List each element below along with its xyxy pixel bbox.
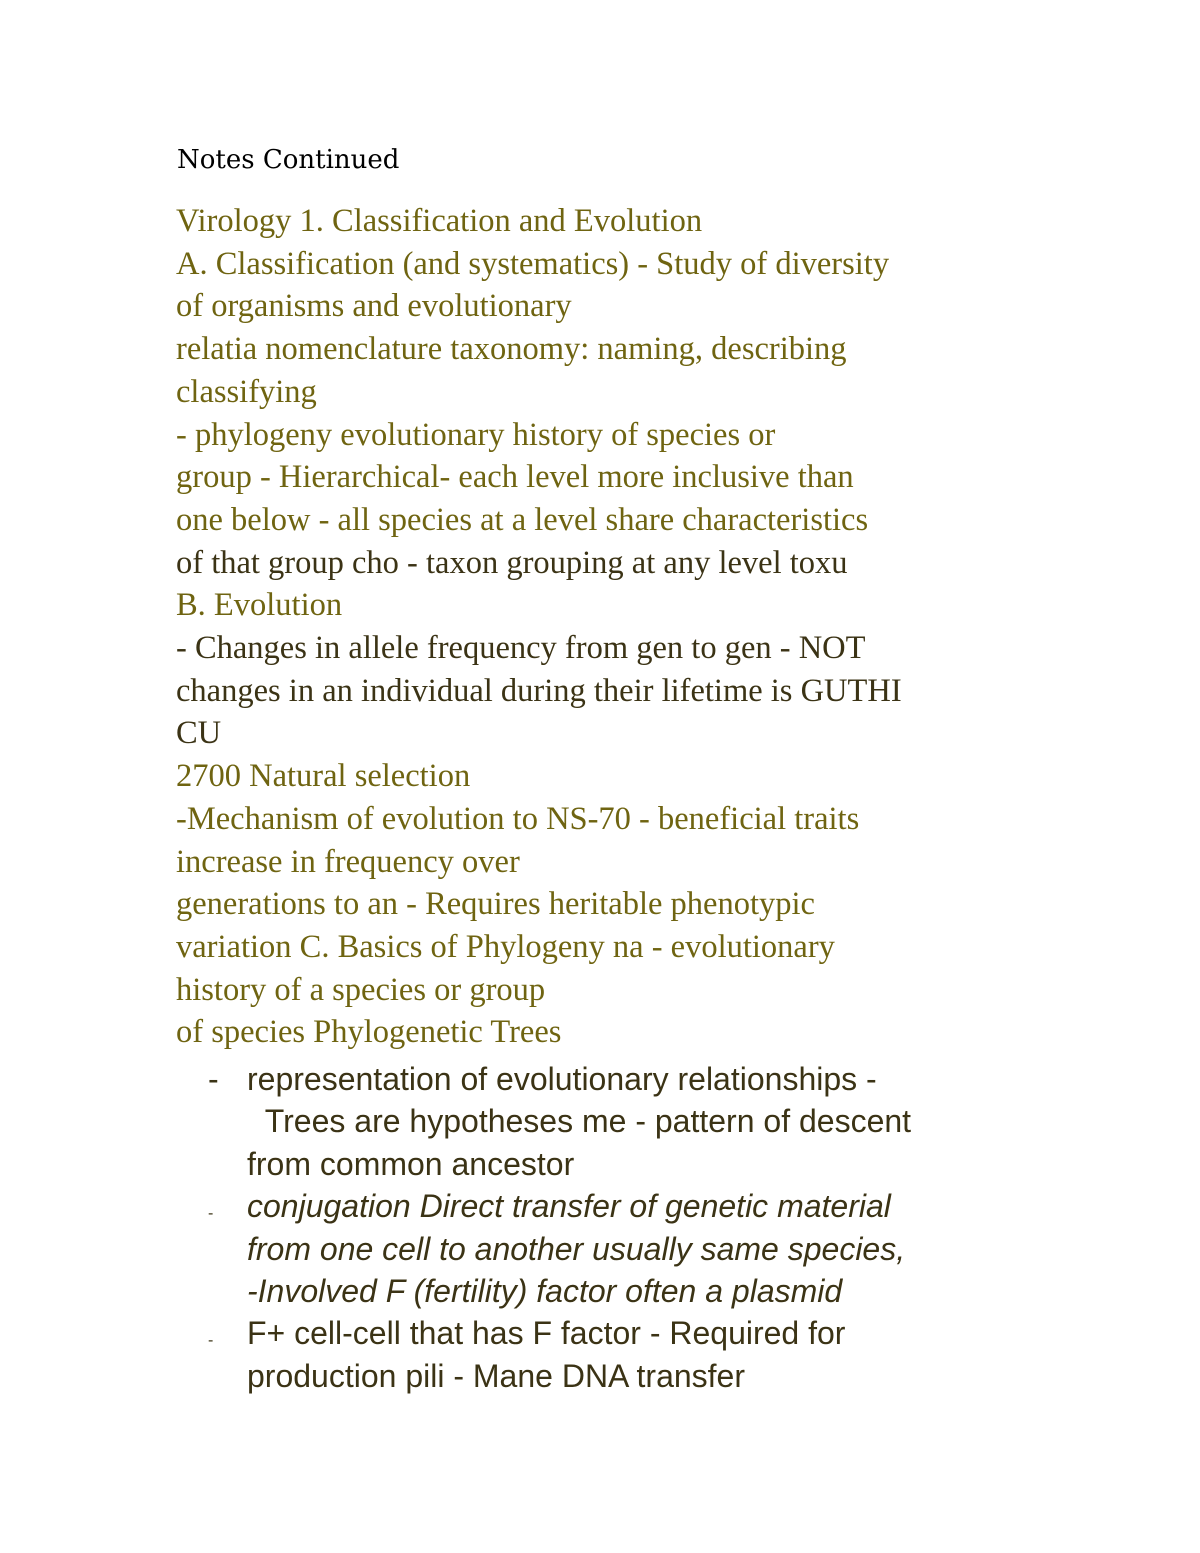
text-line: changes in an individual during their lifetime is GUTHI <box>176 672 902 709</box>
bullet-marker: - <box>208 1205 214 1223</box>
text-line: relatia nomenclature taxonomy: naming, describing <box>176 331 847 368</box>
bullet-item <box>0 1058 1200 1185</box>
text-line: generations to an - Requires heritable phenotypic <box>176 886 815 923</box>
text-line: -Mechanism of evolution to NS-70 - beneficial traits <box>176 800 860 837</box>
text-line: - Changes in allele frequency from gen to gen - NOT <box>176 630 866 667</box>
text-line: one below - all species at a level share characteristics <box>176 501 869 538</box>
text-line: 2700 Natural selection <box>176 758 471 795</box>
bullet-line: -Involved F (fertility) factor often a plasmid <box>247 1273 843 1310</box>
bullet-line: Trees are hypotheses me - pattern of descent <box>247 1103 912 1140</box>
text-line: variation C. Basics of Phylogeny na - evolutionary <box>176 928 835 965</box>
text-line: of organisms and evolutionary <box>176 288 572 325</box>
text-line: increase in frequency over <box>176 843 520 880</box>
bullet-item <box>0 1312 1200 1397</box>
text-line: history of a species or group <box>176 971 546 1008</box>
text-line: B. Evolution <box>176 587 343 624</box>
text-line: - phylogeny evolutionary history of species or <box>176 416 776 453</box>
text-line: classifying <box>176 373 317 410</box>
text-line: A. Classification (and systematics) - Study of diversity <box>176 245 890 282</box>
bullet-line: F+ cell-cell that has F factor - Required for <box>247 1315 846 1352</box>
bullet-marker: - <box>208 1061 219 1097</box>
page-title: Notes Continued <box>177 145 400 175</box>
bullet-line: representation of evolutionary relationships - <box>247 1061 877 1097</box>
text-line: Virology 1. Classification and Evolution <box>176 203 703 239</box>
bullet-item <box>0 1185 1200 1312</box>
bullet-line: from one cell to another usually same species, <box>247 1230 906 1267</box>
bullet-line: conjugation Direct transfer of genetic material <box>247 1188 891 1225</box>
text-line: CU <box>176 715 222 752</box>
bullet-list <box>0 1058 1200 1397</box>
text-line: of species Phylogenetic Trees <box>176 1014 562 1051</box>
text-line: group - Hierarchical- each level more inclusive than <box>176 459 854 496</box>
bullet-line: production pili - Mane DNA transfer <box>247 1357 745 1394</box>
bullet-marker: - <box>208 1332 214 1350</box>
bullet-line: from common ancestor <box>247 1145 575 1182</box>
notes-body <box>176 200 1076 1054</box>
text-line: of that group cho - taxon grouping at any level toxu <box>176 544 848 581</box>
